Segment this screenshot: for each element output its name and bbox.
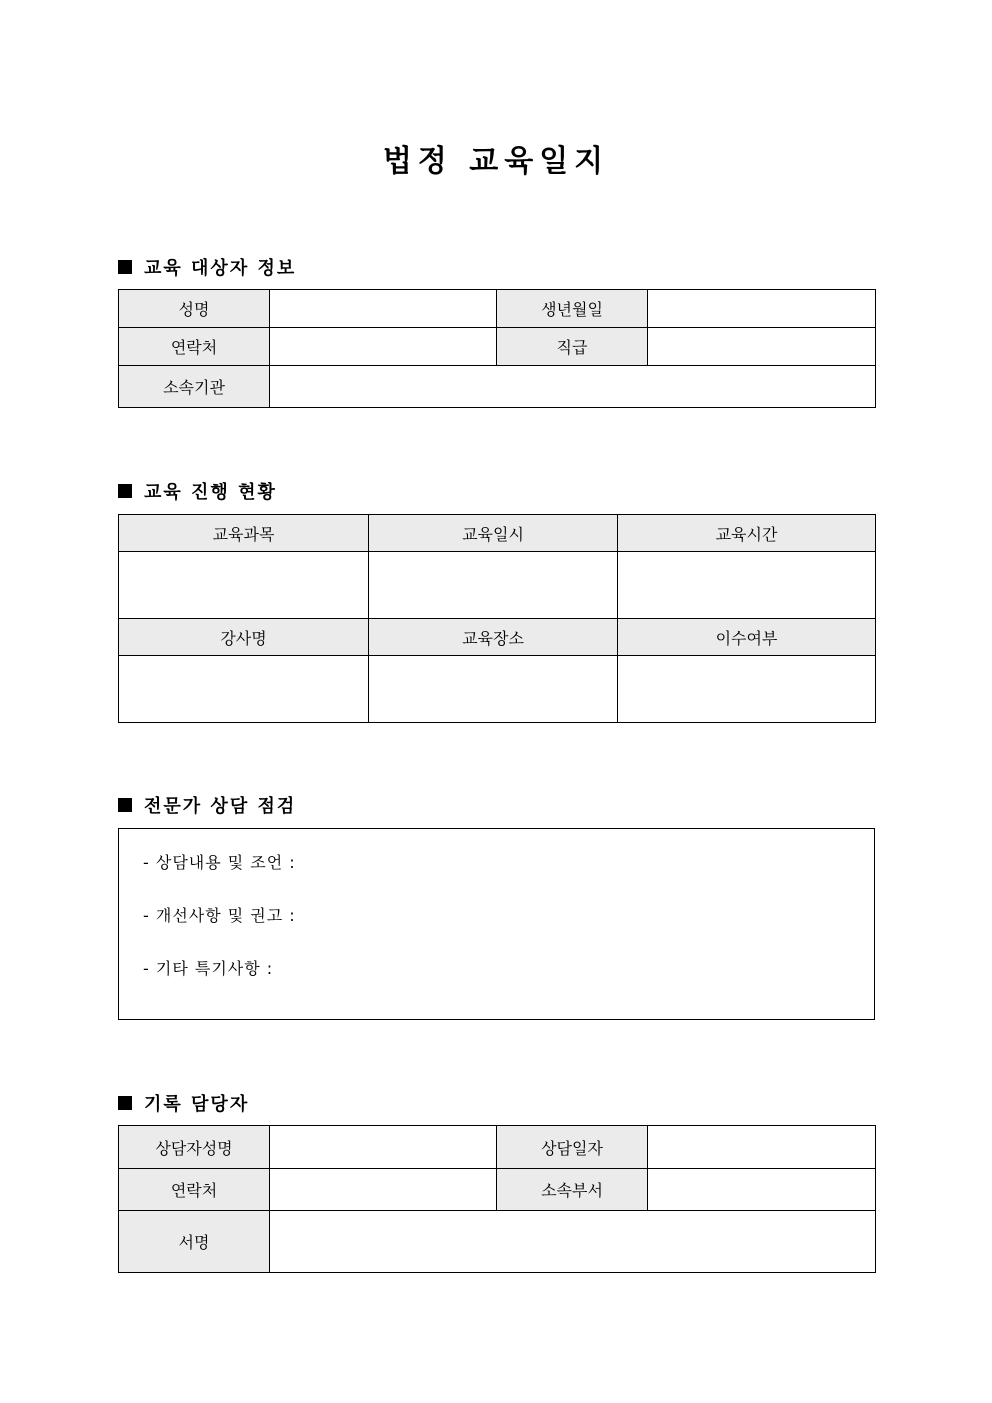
section-heading-target-info	[118, 254, 296, 280]
section-heading-recorder	[118, 1090, 249, 1116]
consult-improvement-line: - 개선사항 및 권고 :	[143, 906, 296, 925]
datetime-label: 교육일시	[369, 515, 618, 552]
black-square-icon	[118, 260, 132, 274]
position-field[interactable]	[648, 328, 876, 366]
course-field[interactable]	[119, 552, 369, 619]
organization-field[interactable]	[270, 366, 876, 408]
consult-notes-box[interactable]	[118, 828, 875, 1020]
completion-label: 이수여부	[618, 619, 876, 656]
department-field[interactable]	[648, 1169, 876, 1211]
section-heading-consult	[118, 792, 296, 818]
recorder-table	[118, 1125, 876, 1273]
place-field[interactable]	[369, 656, 618, 723]
section-heading-label: 기록 담당자	[144, 1094, 250, 1115]
signature-label: 서명	[119, 1211, 270, 1273]
consult-date-label: 상담일자	[497, 1126, 648, 1169]
hours-field[interactable]	[618, 552, 876, 619]
counselor-name-label: 상담자성명	[119, 1126, 270, 1169]
position-label: 직급	[497, 328, 648, 366]
instructor-field[interactable]	[119, 656, 369, 723]
consult-other-line: - 기타 특기사항 :	[143, 959, 274, 978]
target-info-table	[118, 289, 876, 408]
page-title: 법정 교육일지	[382, 144, 610, 179]
recorder-contact-label: 연락처	[119, 1169, 270, 1211]
course-label: 교육과목	[119, 515, 369, 552]
black-square-icon	[118, 1096, 132, 1110]
signature-field[interactable]	[270, 1211, 876, 1273]
section-heading-progress	[118, 478, 277, 504]
black-square-icon	[118, 484, 132, 498]
place-label: 교육장소	[369, 619, 618, 656]
hours-label: 교육시간	[618, 515, 876, 552]
contact-field[interactable]	[270, 328, 497, 366]
name-label: 성명	[119, 290, 270, 328]
datetime-field[interactable]	[369, 552, 618, 619]
consult-advice-line: - 상담내용 및 조언 :	[143, 853, 296, 872]
section-heading-label: 전문가 상담 점검	[144, 796, 297, 817]
counselor-name-field[interactable]	[270, 1126, 497, 1169]
consult-date-field[interactable]	[648, 1126, 876, 1169]
section-heading-label: 교육 진행 현황	[144, 482, 277, 503]
contact-label: 연락처	[119, 328, 270, 366]
birth-date-field[interactable]	[648, 290, 876, 328]
birth-date-label: 생년월일	[497, 290, 648, 328]
organization-label: 소속기관	[119, 366, 270, 408]
instructor-label: 강사명	[119, 619, 369, 656]
black-square-icon	[118, 798, 132, 812]
progress-table	[118, 514, 876, 723]
name-field[interactable]	[270, 290, 497, 328]
completion-field[interactable]	[618, 656, 876, 723]
recorder-contact-field[interactable]	[270, 1169, 497, 1211]
department-label: 소속부서	[497, 1169, 648, 1211]
section-heading-label: 교육 대상자 정보	[144, 258, 297, 279]
